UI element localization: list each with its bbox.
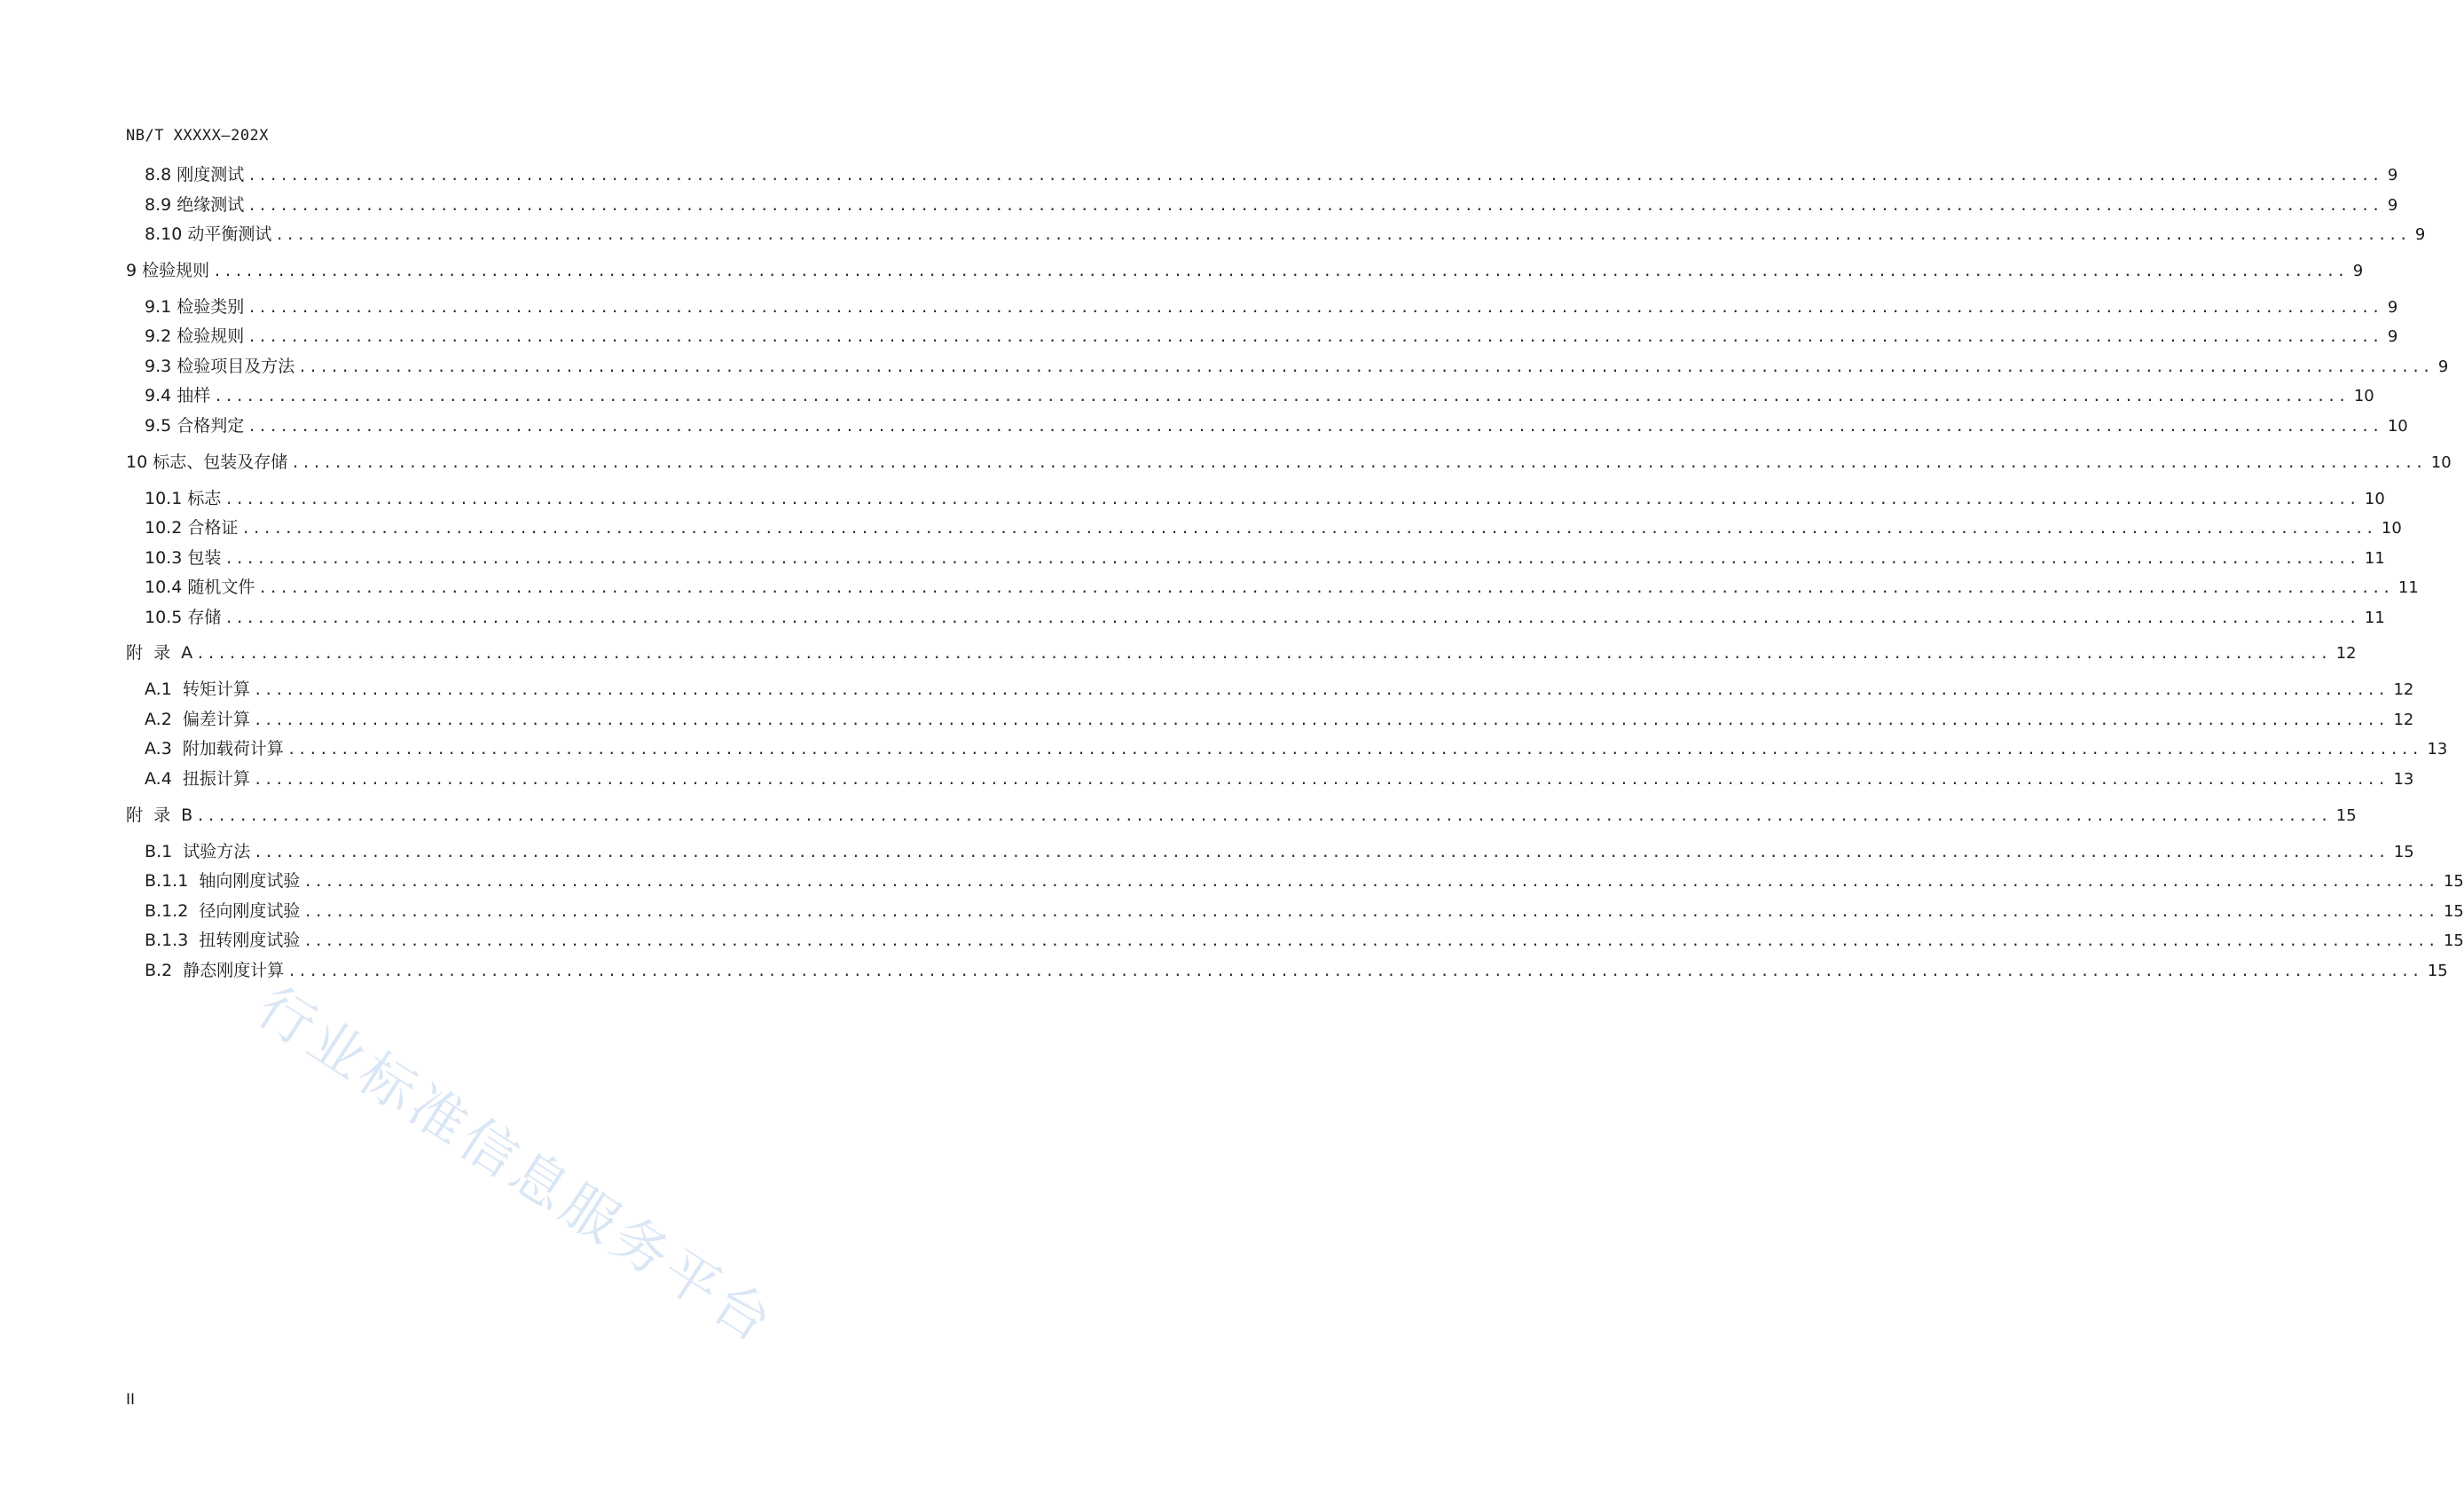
toc-entry-label: 8.10 动平衡测试	[145, 224, 272, 244]
toc-entry-page: 15	[2443, 931, 2464, 950]
toc-leader-dots: ........................................................................................................................................................................................................	[286, 741, 2422, 758]
toc-entry-page: 11	[2397, 578, 2419, 597]
toc-entry-page: 12	[2393, 711, 2414, 729]
toc-entry-page: 15	[2443, 872, 2464, 891]
toc-leader-dots: ........................................................................................................................................................................................................	[287, 963, 2422, 979]
toc-entry-page: 15	[2443, 902, 2464, 921]
toc-entry[interactable]	[145, 957, 2448, 984]
toc-entry[interactable]	[145, 382, 2374, 409]
toc-entry-page: 12	[2335, 644, 2357, 663]
toc-entry-label: A.4 扭振计算	[145, 769, 250, 789]
toc-leader-dots: ........................................................................................................................................................................................................	[298, 358, 2433, 375]
toc-entry-page: 9	[2387, 327, 2398, 346]
toc-entry-label: B.1.2 径向刚度试验	[145, 901, 301, 921]
toc-entry[interactable]	[145, 574, 2419, 601]
toc-entry[interactable]	[145, 413, 2408, 439]
toc-entry-page: 10	[2430, 453, 2452, 472]
toc-entry[interactable]	[126, 257, 2364, 284]
toc-entry[interactable]	[145, 838, 2414, 865]
toc-entry-page: 10	[2353, 387, 2374, 405]
toc-leader-dots: ........................................................................................................................................................................................................	[303, 873, 2438, 890]
toc-leader-dots: ........................................................................................................................................................................................................	[247, 328, 2382, 345]
toc-entry-page: 15	[2427, 962, 2448, 980]
toc-entry[interactable]	[145, 323, 2398, 350]
toc-entry-label: 9.1 检验类别	[145, 297, 245, 317]
toc-entry-label: 8.8 刚度测试	[145, 165, 245, 185]
toc-entry-page: 9	[2387, 166, 2398, 185]
toc-entry[interactable]	[145, 221, 2426, 248]
toc-leader-dots: ........................................................................................................................................................................................................	[196, 807, 2331, 824]
toc-entry[interactable]	[145, 353, 2449, 380]
toc-entry[interactable]	[145, 161, 2398, 188]
toc-leader-dots: ........................................................................................................................................................................................................	[254, 844, 2389, 860]
toc-entry[interactable]	[145, 485, 2385, 512]
toc-entry-page: 9	[2437, 358, 2449, 376]
toc-entry[interactable]	[145, 604, 2385, 631]
toc-entry-label: 8.9 绝缘测试	[145, 195, 245, 215]
toc-leader-dots: ........................................................................................................................................................................................................	[247, 418, 2382, 435]
toc-leader-dots: ........................................................................................................................................................................................................	[196, 645, 2331, 662]
toc-leader-dots: ........................................................................................................................................................................................................	[241, 520, 2376, 537]
toc-entry[interactable]	[145, 706, 2414, 733]
toc-entry-label: 10 标志、包装及存储	[126, 452, 288, 472]
toc-entry[interactable]	[145, 294, 2398, 320]
toc-entry[interactable]	[145, 868, 2464, 894]
toc-entry-page: 13	[2393, 770, 2414, 789]
toc-entry-page: 11	[2364, 549, 2385, 568]
toc-entry[interactable]	[126, 640, 2357, 666]
toc-entry-label: 9.3 检验项目及方法	[145, 357, 295, 376]
toc-leader-dots: ........................................................................................................................................................................................................	[303, 903, 2438, 920]
toc-entry[interactable]	[126, 449, 2452, 475]
toc-entry[interactable]	[145, 735, 2448, 762]
toc-leader-dots: ........................................................................................................................................................................................................	[224, 609, 2359, 626]
toc-entry-label: B.1.3 扭转刚度试验	[145, 931, 301, 950]
toc-entry-label: 9 检验规则	[126, 261, 210, 280]
toc-entry-page: 9	[2387, 298, 2398, 317]
toc-entry[interactable]	[145, 515, 2402, 541]
toc-leader-dots: ........................................................................................................................................................................................................	[275, 226, 2410, 243]
toc-entry-label: 附 录 B	[126, 805, 193, 825]
toc-leader-dots: ........................................................................................................................................................................................................	[253, 681, 2389, 698]
toc-entry-page: 15	[2335, 806, 2357, 825]
toc-entry-page: 9	[2387, 196, 2398, 215]
toc-entry-label: 10.4 随机文件	[145, 578, 255, 597]
toc-entry[interactable]	[145, 545, 2385, 571]
toc-entry[interactable]	[126, 802, 2357, 829]
toc-entry-label: 9.4 抽样	[145, 386, 211, 405]
toc-leader-dots: ........................................................................................................................................................................................................	[258, 579, 2393, 596]
toc-leader-dots: ........................................................................................................................................................................................................	[214, 388, 2349, 405]
toc-leader-dots: ........................................................................................................................................................................................................	[253, 711, 2389, 728]
toc-entry-page: 12	[2393, 680, 2414, 699]
toc-entry[interactable]	[145, 192, 2398, 218]
toc-leader-dots: ........................................................................................................................................................................................................	[224, 550, 2359, 567]
toc-entry-page: 10	[2387, 417, 2408, 436]
toc-entry-label: 10.5 存储	[145, 608, 222, 627]
toc-entry-page: 9	[2352, 262, 2364, 280]
toc-entry-page: 10	[2364, 490, 2385, 508]
toc-entry-label: 9.5 合格判定	[145, 416, 245, 436]
toc-entry-label: B.2 静态刚度计算	[145, 961, 285, 980]
toc-leader-dots: ........................................................................................................................................................................................................	[213, 263, 2348, 279]
toc-leader-dots: ........................................................................................................................................................................................................	[247, 197, 2382, 214]
toc-entry-label: A.2 偏差计算	[145, 710, 250, 729]
toc-leader-dots: ........................................................................................................................................................................................................	[253, 771, 2389, 788]
toc-entry-label: 10.1 标志	[145, 489, 222, 508]
toc-entry-label: 9.2 检验规则	[145, 326, 245, 346]
toc-entry-page: 15	[2393, 843, 2414, 861]
toc-entry-label: B.1.1 轴向刚度试验	[145, 871, 301, 891]
toc-entry-label: A.1 转矩计算	[145, 680, 250, 699]
toc-entry[interactable]	[145, 676, 2414, 703]
toc-entry-page: 13	[2427, 740, 2448, 758]
document-code: NB/T XXXXX—202X	[126, 127, 270, 145]
toc-leader-dots: ........................................................................................................................................................................................................	[247, 299, 2382, 316]
toc-entry-page: 11	[2364, 609, 2385, 627]
toc-leader-dots: ........................................................................................................................................................................................................	[291, 454, 2426, 471]
toc-entry-page: 9	[2414, 225, 2426, 244]
toc-entry-label: 10.2 合格证	[145, 518, 239, 538]
toc-leader-dots: ........................................................................................................................................................................................................	[247, 167, 2382, 184]
toc-entry[interactable]	[145, 766, 2414, 792]
toc-leader-dots: ........................................................................................................................................................................................................	[224, 491, 2359, 507]
toc-entry-page: 10	[2381, 519, 2402, 538]
toc-entry-label: 附 录 A	[126, 643, 193, 663]
watermark: 行业标准信息服务平台	[246, 974, 788, 1357]
toc-entry[interactable]	[145, 927, 2464, 954]
toc-entry-label: 10.3 包装	[145, 548, 222, 568]
toc-entry-label: B.1 试验方法	[145, 842, 251, 861]
page-number: II	[126, 1391, 136, 1409]
toc-entry-label: A.3 附加载荷计算	[145, 739, 284, 758]
toc-leader-dots: ........................................................................................................................................................................................................	[303, 932, 2438, 949]
toc-entry[interactable]	[145, 898, 2464, 924]
